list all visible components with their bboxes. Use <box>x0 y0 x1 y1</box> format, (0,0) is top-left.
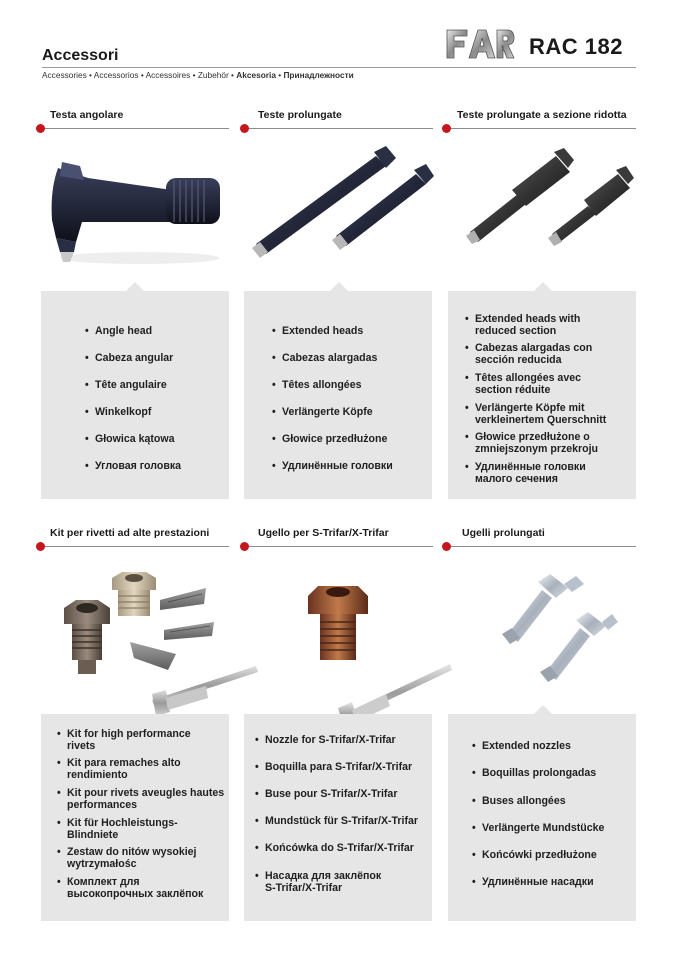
list-item: • Kit for high performance rivets <box>67 728 191 752</box>
list-item: • Têtes allongées avec section réduite <box>475 372 581 396</box>
list-item: • Extended heads with reduced section <box>475 313 580 337</box>
list-item: • Nozzle for S-Trifar/X-Trifar <box>265 734 396 746</box>
list-item: • Cabeza angular <box>95 352 173 364</box>
list-item: • Głowice przedłużone o zmniejszonym przekroju <box>475 431 598 455</box>
page-title: Accessori <box>42 47 119 64</box>
section-bullet <box>36 124 45 133</box>
section-title: Testa angolare <box>50 109 124 121</box>
list-item: • Zestaw do nitów wysokiej wytrzymałośc <box>67 846 197 870</box>
list-item: • Angle head <box>95 325 152 337</box>
list-item: • Boquillas prolongadas <box>482 767 596 779</box>
lang-pl: Akcesoria <box>236 70 276 80</box>
language-list: Accessories • Accessorios • Accessoires • Zubehör • Akcesoria • Принадлежности <box>42 70 354 80</box>
list-item: • Удлинённые насадки <box>482 876 594 888</box>
section-divider <box>249 128 433 129</box>
list-item: • Końcówki przedłużone <box>482 849 597 861</box>
section-divider <box>45 128 229 129</box>
list-item: • Cabezas alargadas con sección reducida <box>475 342 592 366</box>
panel-pointer <box>534 282 552 291</box>
panel-pointer <box>126 282 144 291</box>
list-item: • Насадка для заклёпок S-Trifar/X-Trifar <box>265 870 381 894</box>
list-item: • Mundstück für S-Trifar/X-Trifar <box>265 815 418 827</box>
section-bullet <box>36 542 45 551</box>
section-bullet <box>442 124 451 133</box>
section-divider <box>249 546 433 547</box>
list-item: • Kit para remaches alto rendimiento <box>67 757 181 781</box>
section-divider <box>45 546 229 547</box>
lang-ru: Принадлежности <box>283 70 354 80</box>
list-item: • Kit pour rivets aveugles hautes performances <box>67 787 224 811</box>
section-title: Teste prolungate <box>258 109 342 121</box>
list-item: • Extended heads <box>282 325 363 337</box>
panel-pointer <box>330 282 348 291</box>
list-item: • Verlängerte Köpfe <box>282 406 373 418</box>
model-code: RAC 182 <box>529 34 623 59</box>
list-item: • Угловая головка <box>95 460 181 472</box>
list-item: • Комплект для высокопрочных заклёпок <box>67 876 203 900</box>
rivet-kit-image <box>56 570 276 730</box>
section-bullet <box>240 542 249 551</box>
section-bullet <box>240 124 249 133</box>
trifar-nozzle-image <box>300 578 460 728</box>
extended-nozzles-image <box>488 572 618 682</box>
list-item: • Głowica kątowa <box>95 433 174 445</box>
section-title: Teste prolungate a sezione ridotta <box>457 109 627 121</box>
section-title: Ugello per S-Trifar/X-Trifar <box>258 527 389 539</box>
list-item: • Extended nozzles <box>482 740 571 752</box>
list-item: • Удлинённые головки <box>282 460 393 472</box>
list-item: • Verlängerte Köpfe mit verkleinertem Querschnitt <box>475 402 606 426</box>
list-item: • Verlängerte Mundstücke <box>482 822 604 834</box>
list-item: • Tête angulaire <box>95 379 167 391</box>
lang-es: Accessorios <box>93 70 139 80</box>
list-item: • Winkelkopf <box>95 406 151 418</box>
angle-head-image <box>40 150 230 275</box>
lang-fr: Accessoires <box>145 70 191 80</box>
extended-heads-image <box>246 148 436 268</box>
list-item: • Buse pour S-Trifar/X-Trifar <box>265 788 397 800</box>
brand-logo <box>445 28 515 60</box>
list-item: • Cabezas alargadas <box>282 352 377 364</box>
lang-en: Accessories <box>42 70 87 80</box>
list-item: • Buses allongées <box>482 795 566 807</box>
section-bullet <box>442 542 451 551</box>
list-item: • Boquilla para S-Trifar/X-Trifar <box>265 761 412 773</box>
list-item: • Głowice przedłużone <box>282 433 387 445</box>
lang-de: Zubehör <box>197 70 229 80</box>
list-item: • Końcówka do S-Trifar/X-Trifar <box>265 842 414 854</box>
list-item: • Têtes allongées <box>282 379 361 391</box>
section-title: Kit per rivetti ad alte prestazioni <box>50 527 210 539</box>
section-title: Ugelli prolungati <box>462 527 545 539</box>
panel-pointer <box>534 705 552 714</box>
header-divider <box>42 67 636 68</box>
list-item: • Удлинённые головки малого сечения <box>475 461 586 485</box>
section-divider <box>451 546 636 547</box>
reduced-section-heads-image <box>456 150 636 265</box>
list-item: • Kit für Hochleistungs- Blindniete <box>67 817 178 841</box>
section-divider <box>451 128 636 129</box>
